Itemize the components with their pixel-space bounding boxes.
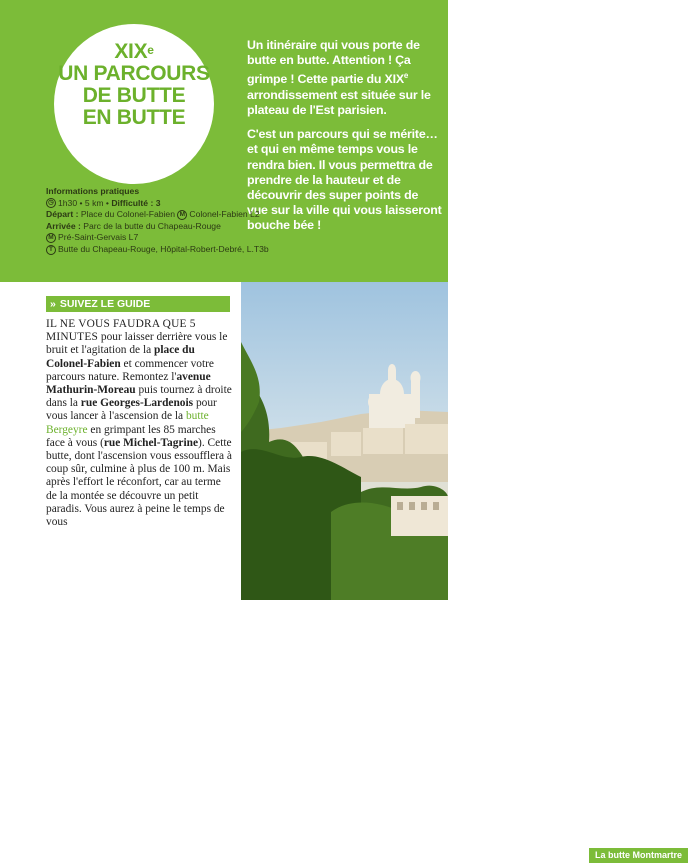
body-lead: IL NE VOUS FAUDRA QUE 5 MINUTES [46, 318, 196, 344]
intro-text [247, 38, 442, 243]
title-superscript: e [147, 43, 154, 57]
photo-caption: La butte Montmartre [589, 848, 688, 863]
body-place-name: place du Colonel-Fabien [46, 344, 195, 370]
info-difficulty: Difficulté : 3 [111, 197, 161, 208]
body-text-run: ). Cette butte, dont l'ascension vous essoufflera à coup sûr, culmine à plus de 100 m. Mais après l'effort le réconfort, car au terme de la montée se découvre un petit paradis. Vous aurez à peine le temps de vous [46, 436, 232, 529]
info-depart-label: Départ : [46, 209, 79, 220]
section-heading-guide [46, 296, 230, 312]
info-depart-row [46, 209, 260, 221]
body-text-run: et commencer votre parcours nature. Remontez l' [46, 357, 214, 383]
info-arrivee-value: Parc de la butte du Chapeau-Rouge [83, 220, 221, 231]
info-arrivee-metro: Pré-Saint-Gervais L7 [58, 232, 139, 243]
body-text-run: en grimpant les 85 marches face à vous ( [46, 423, 216, 449]
title-line-4: EN BUTTE [82, 106, 186, 129]
intro-paragraph-1 [247, 38, 442, 118]
double-chevron-icon: » [50, 298, 56, 310]
metro-icon: M [46, 233, 56, 243]
info-arrivee-tram: Butte du Chapeau-Rouge, Hôpital-Robert-Debré, L.T3b [58, 243, 269, 254]
info-heading: Informations pratiques [46, 186, 140, 196]
clock-icon: ◷ [46, 198, 56, 208]
tram-icon: T [46, 245, 56, 255]
body-text [46, 318, 232, 529]
title-circle [54, 24, 214, 184]
photo-montmartre [241, 282, 683, 860]
page-title [54, 41, 214, 129]
info-arrivee-tram-row [46, 243, 269, 256]
body-text-run: puis tournez à droite dans la [46, 384, 232, 410]
info-depart-value: Place du Colonel-Fabien [80, 209, 175, 220]
info-duration-row [46, 198, 246, 210]
guide-label: SUIVEZ LE GUIDE [59, 298, 151, 310]
intro-p1-part-b: arrondissement est située sur le plateau de l'Est parisien. [247, 87, 431, 117]
info-depart-metro: Colonel-Fabien L2 [189, 209, 260, 220]
practical-info [46, 186, 269, 256]
title-line-2: UN PARCOURS [58, 62, 210, 85]
intro-p1-superscript: e [403, 71, 409, 81]
body-street-name: rue Michel-Tagrine [103, 436, 199, 449]
info-arrivee-label: Arrivée : [46, 220, 81, 231]
info-arrivee-row [46, 221, 246, 233]
body-street-name: rue Georges-Lardenois [80, 397, 194, 410]
metro-icon: M [177, 210, 187, 220]
body-street-name: avenue Mathurin-Moreau [46, 370, 211, 397]
title-arrondissement: XIX [114, 40, 148, 63]
info-arrivee-metro-row [46, 232, 246, 244]
intro-p1-part-a: Un itinéraire qui vous porte de butte en butte. Attention ! Ça grimpe ! Cette partie du XIX [247, 38, 420, 87]
title-line-3: DE BUTTE [82, 84, 186, 107]
body-text-run: pour laisser derrière vous le bruit et l'agitation de la [46, 331, 228, 357]
intro-paragraph-2: C'est un parcours qui se mérite… et qui en même temps vous le rendra bien. Il vous permettra de prendre de la hauteur et de découvrir des super points de vue sur la ville qui vous laisseront bouche bée ! [247, 127, 442, 233]
info-duration: 1h30 • 5 km • [58, 197, 112, 208]
body-text-run: pour vous lancer à l'ascension de la [46, 397, 217, 423]
body-highlight: butte Bergeyre [46, 410, 209, 436]
